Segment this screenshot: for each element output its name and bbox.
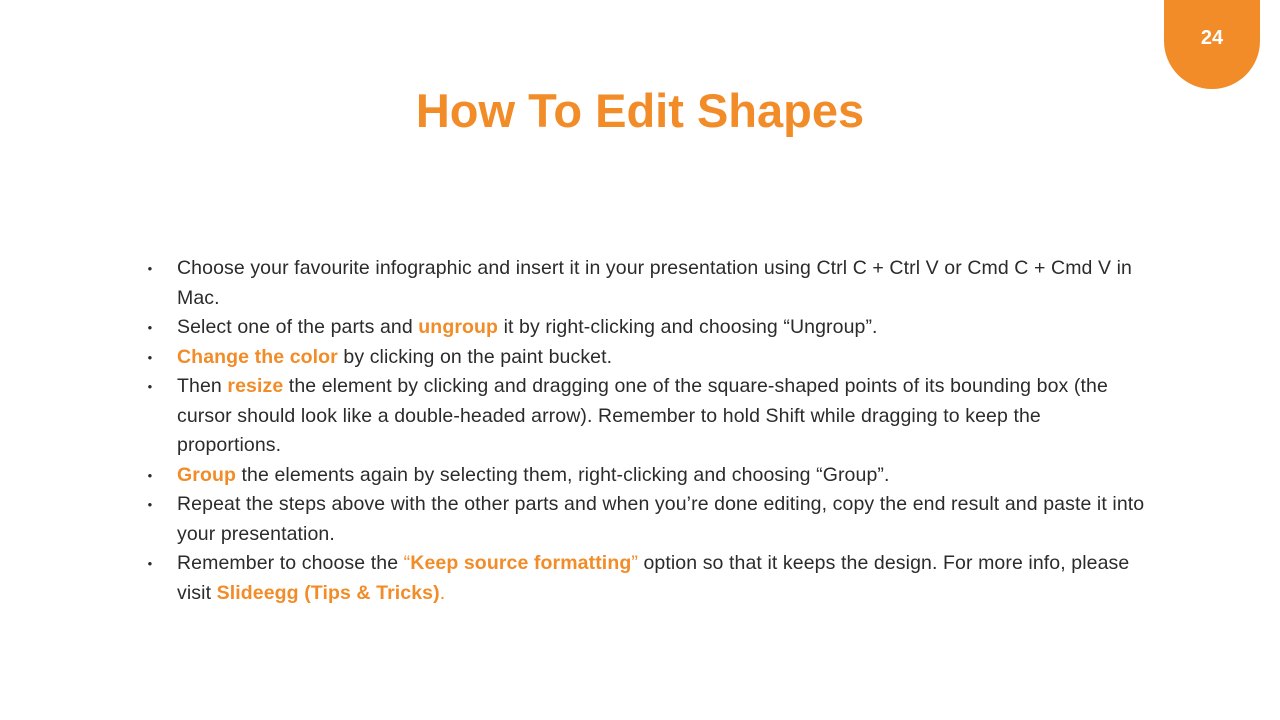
list-item xyxy=(145,313,1145,343)
bullet-highlight: Keep source formatting xyxy=(410,552,632,574)
bullet-icon: • xyxy=(147,379,153,394)
bullet-text: it by right-clicking and choosing “Ungroup”. xyxy=(498,316,878,338)
slide-title: How To Edit Shapes xyxy=(415,84,865,137)
slideegg-tips-link[interactable]: Slideegg (Tips & Tricks) xyxy=(216,581,440,604)
bullet-text: Repeat the steps above with the other parts and when you’re done editing, copy the end result and paste it into your presentation. xyxy=(177,493,1145,545)
bullet-text: the element by clicking and dragging one of the square-shaped points of its bounding box (the cursor should look like a double-headed arrow). Remember to hold Shift while dragging to keep the proportions. xyxy=(177,375,1108,456)
bullet-text-end: . xyxy=(439,581,446,604)
list-item xyxy=(145,254,1145,313)
bullet-icon: • xyxy=(147,320,153,335)
bullet-text: the elements again by selecting them, right-clicking and choosing “Group”. xyxy=(236,463,890,486)
bullet-highlight: resize xyxy=(227,375,284,397)
bullet-text: option so that it keeps the design. For more info, please visit xyxy=(177,552,1130,604)
list-item xyxy=(145,490,1145,549)
bullet-text: Then xyxy=(177,375,228,397)
close-quote: ” xyxy=(631,552,638,574)
bullet-highlight: ungroup xyxy=(418,316,499,338)
list-item xyxy=(145,549,1145,608)
bullet-highlight: Group xyxy=(177,463,236,486)
list-item xyxy=(145,372,1145,461)
bullet-icon: • xyxy=(147,349,153,365)
open-quote: “ xyxy=(403,552,411,574)
bullet-icon: • xyxy=(147,497,153,512)
bullet-highlight: Change the color xyxy=(177,345,338,368)
page-number-tab xyxy=(1164,0,1260,89)
bullet-icon: • xyxy=(147,467,153,483)
bullet-icon: • xyxy=(147,261,153,276)
list-item xyxy=(145,461,1145,491)
list-item xyxy=(145,343,1145,373)
bullet-text: by clicking on the paint bucket. xyxy=(337,345,613,368)
instruction-list xyxy=(145,254,1145,608)
bullet-text: Remember to choose the xyxy=(177,552,404,574)
bullet-text: Choose your favourite infographic and insert it in your presentation using Ctrl C + Ctrl V or Cmd C + Cmd V in Mac. xyxy=(177,257,1133,309)
bullet-text: Select one of the parts and xyxy=(177,316,419,338)
page-number: 24 xyxy=(1200,27,1224,49)
bullet-icon: • xyxy=(147,556,153,571)
